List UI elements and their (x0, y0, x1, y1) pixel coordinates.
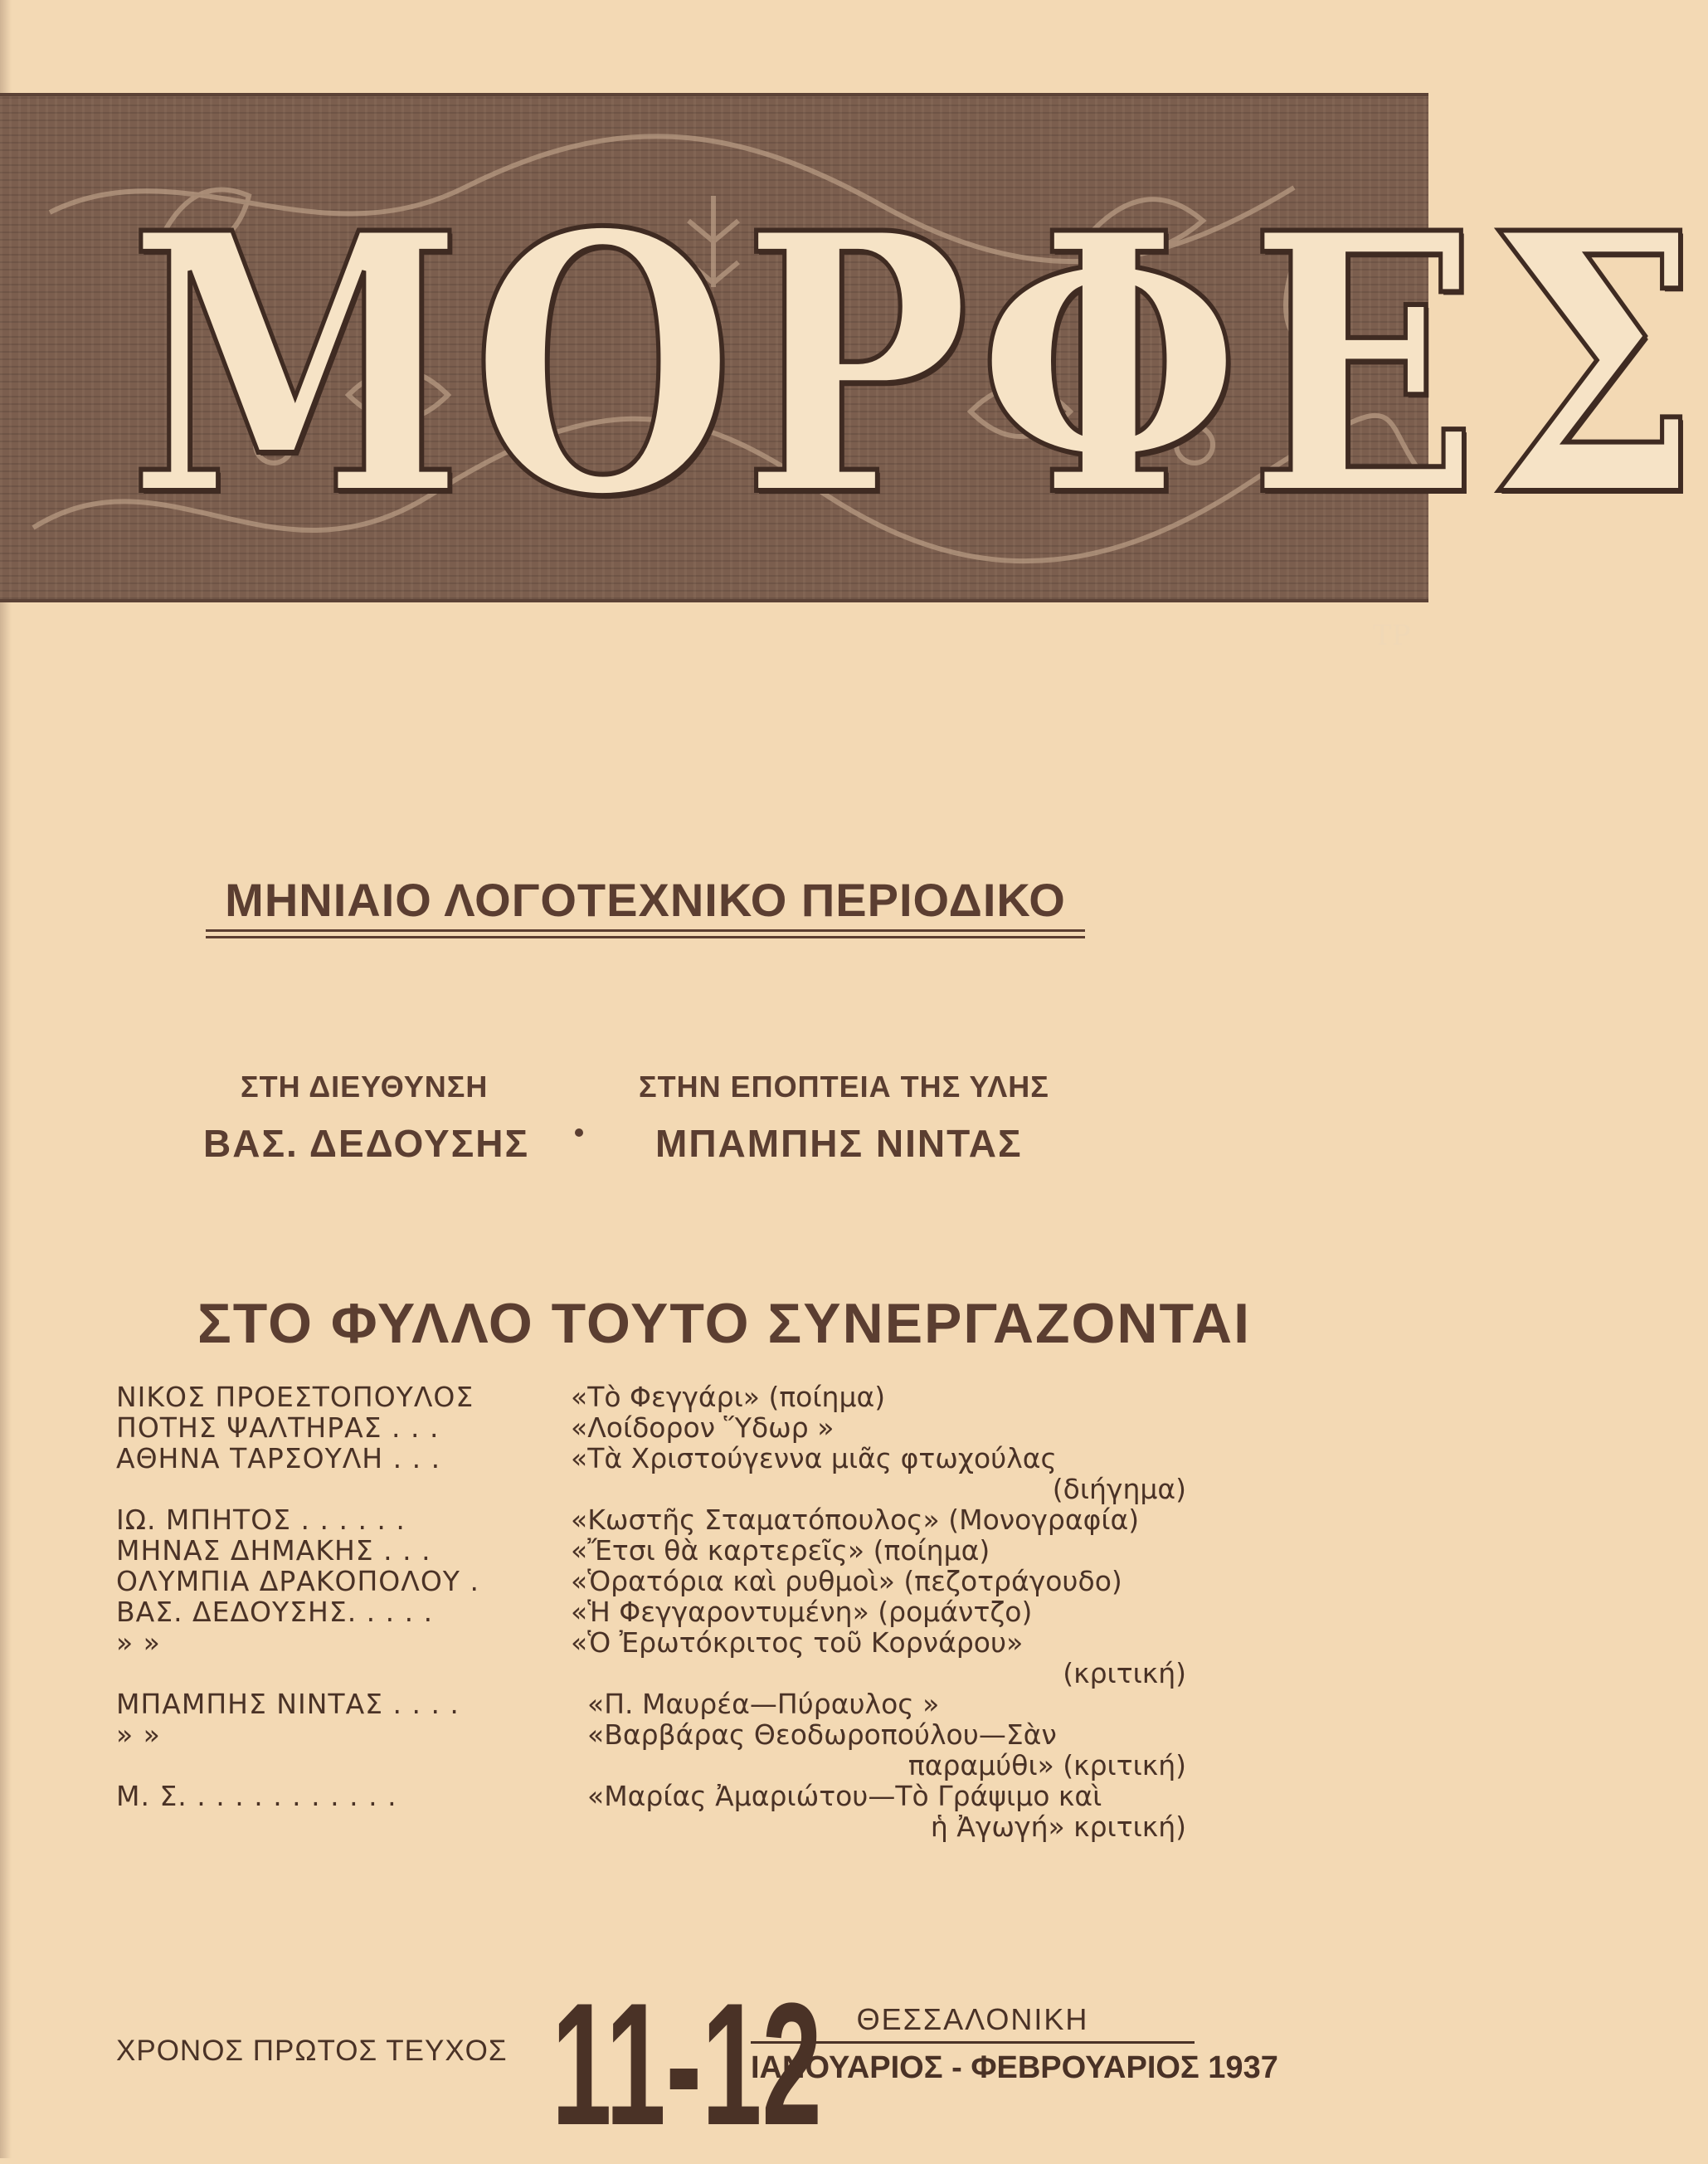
contents-author: ΙΩ. ΜΠΗΤΟΣ . . . . . . (116, 1504, 406, 1536)
contents-row (116, 1627, 1186, 1658)
contents-work: «Λοίδορον Ὕδωρ » (571, 1411, 835, 1444)
contents-author: » » (116, 1626, 161, 1659)
contents-work: «Ὁ Ἐρωτόκριτος τοῦ Κορνάρου» (571, 1626, 1024, 1659)
contributors-heading: ΣΤΟ ΦΥΛΛΟ ΤΟΥΤΟ ΣΥΝΕΡΓΑΖΟΝΤΑΙ (197, 1292, 1252, 1355)
supervisor-label: ΣΤΗΝ ΕΠΟΠΤΕΙΑ ΤΗΣ ΥΛΗΣ (639, 1070, 1049, 1104)
contents-work: «Τὰ Χριστούγεννα μιᾶς φτωχούλας (571, 1442, 1057, 1474)
contents-author: ΜΗΝΑΣ ΔΗΜΑΚΗΣ . . . (116, 1534, 431, 1567)
contents-author: Μ. Σ. . . . . . . . . . . . (116, 1780, 397, 1812)
contents-author: ΒΑΣ. ΔΕΔΟΥΣΗΣ. . . . . (116, 1596, 434, 1628)
year-issue-label: ΧΡΟΝΟΣ ΠΡΩΤΟΣ ΤΕΥΧΟΣ (116, 2035, 508, 2067)
supervisor-name: ΜΠΑΜΠΗΣ ΝΙΝΤΑΣ (655, 1122, 1023, 1165)
contents-work: «Κωστῆς Σταματόπουλος» (Μονογραφία) (571, 1504, 1140, 1536)
contents-work: «Π. Μαυρέα—Πύραυλος » (587, 1688, 940, 1720)
magazine-title: ΜΟΡΦΕΣ (128, 156, 1708, 575)
publication-date: ΙΑΝΟΥΑΡΙΟΣ - ΦΕΒΡΟΥΑΡΙΟΣ 1937 (751, 2050, 1278, 2085)
contents-work: «Ὁρατόρια καὶ ρυθμοὶ» (πεζοτράγουδο) (571, 1565, 1122, 1597)
contents-continuation: (κριτική) (1063, 1657, 1186, 1689)
contents-row (116, 1566, 1186, 1596)
contents-row (116, 1750, 1186, 1781)
contents-work: «Μαρίας Ἀμαριώτου—Τὸ Γράψιμο καὶ (587, 1780, 1102, 1812)
separator-dot (575, 1128, 583, 1137)
artist-monogram: ΤΡ (1373, 619, 1411, 652)
contents-row (116, 1781, 1186, 1811)
contents-author: ΝΙΚΟΣ ΠΡΟΕΣΤΟΠΟΥΛΟΣ (116, 1381, 474, 1413)
publication-city: ΘΕΣΣΑΛΟΝΙΚΗ (856, 2002, 1089, 2036)
contents-row (116, 1443, 1186, 1474)
contents-work: «Ἡ Φεγγαροντυμένη» (ρομάντζο) (571, 1596, 1033, 1628)
contents-row (116, 1596, 1186, 1627)
contents-row (116, 1504, 1186, 1535)
contents-author: ΜΠΑΜΠΗΣ ΝΙΝΤΑΣ . . . . (116, 1688, 460, 1720)
contents-row (116, 1474, 1186, 1504)
contents-continuation: ἡ Ἀγωγή» κριτική) (930, 1811, 1186, 1843)
contents-row (116, 1412, 1186, 1443)
issue-number: 11-12 (552, 1967, 822, 2162)
magazine-subtitle: ΜΗΝΙΑΙΟ ΛΟΓΟΤΕΧΝΙΚΟ ΠΕΡΙΟΔΙΚΟ (225, 874, 1066, 926)
contents-row (116, 1689, 1186, 1719)
director-name: ΒΑΣ. ΔΕΔΟΥΣΗΣ (203, 1122, 530, 1165)
contents-work: «Ἔτσι θὰ καρτερεῖς» (ποίημα) (571, 1534, 990, 1567)
contents-author: ΟΛΥΜΠΙΑ ΔΡΑΚΟΠΟΛΟΥ . (116, 1565, 479, 1597)
director-label: ΣΤΗ ΔΙΕΥΘΥΝΣΗ (241, 1070, 489, 1104)
contents-list (116, 1382, 1186, 1842)
contents-work: «Βαρβάρας Θεοδωροπούλου—Σὰν (587, 1718, 1057, 1751)
contents-continuation: (διήγημα) (1052, 1473, 1186, 1505)
contents-author: » » (116, 1718, 161, 1751)
contents-row (116, 1719, 1186, 1750)
contents-row (116, 1535, 1186, 1566)
contents-row (116, 1658, 1186, 1689)
contents-work: «Τὸ Φεγγάρι» (ποίημα) (571, 1381, 886, 1413)
subtitle-underline (206, 929, 1085, 932)
contents-author: ΑΘΗΝΑ ΤΑΡΣΟΥΛΗ . . . (116, 1442, 441, 1474)
contents-author: ΠΟΤΗΣ ΨΑΛΤΗΡΑΣ . . . (116, 1411, 440, 1444)
contents-row (116, 1382, 1186, 1412)
masthead-banner (0, 93, 1708, 652)
subtitle-underline-second (206, 936, 1085, 938)
contents-continuation: παραμύθι» (κριτική) (908, 1749, 1186, 1781)
contents-row (116, 1811, 1186, 1842)
city-rule (751, 2041, 1195, 2044)
